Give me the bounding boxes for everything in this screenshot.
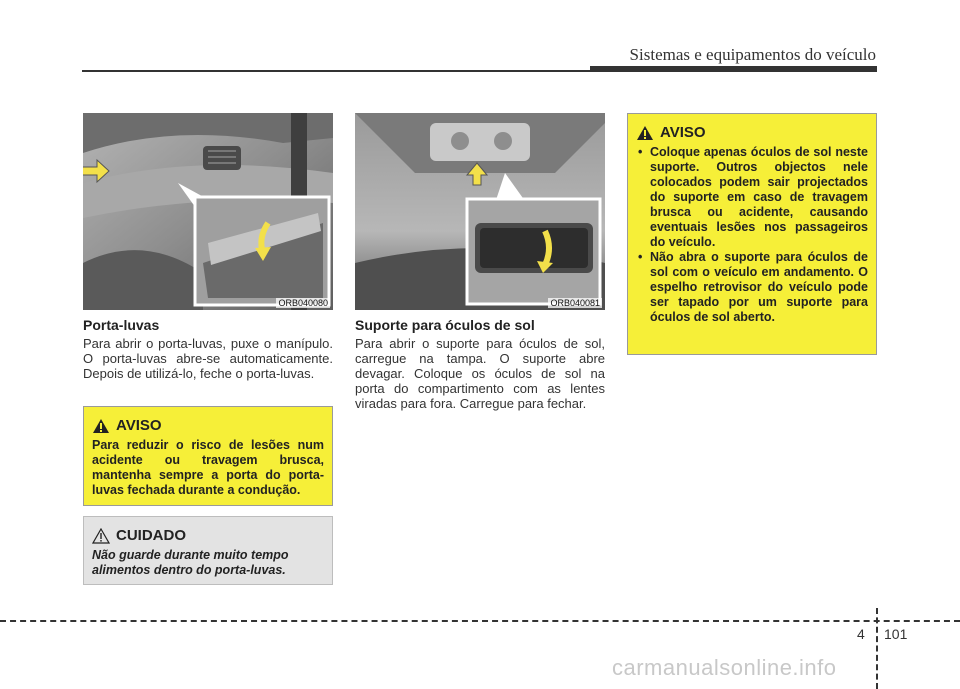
section-body-glove-box: Para abrir o porta-luvas, puxe o manípulo. O porta-luvas abre-se automaticamente. Depois de utilizá-lo, feche o porta-luvas.	[83, 336, 333, 381]
warning-label: AVISO	[660, 124, 706, 141]
warning-label: AVISO	[116, 417, 162, 434]
caution-triangle-icon	[92, 528, 110, 544]
section-body-sunglass-holder: Para abrir o suporte para óculos de sol, carregue na tampa. O suporte abre devagar. Coloque os óculos de sol na porta do compartimento com as lentes viradas para fora. Carregue para fechar.	[355, 336, 605, 411]
glove-box-figure	[83, 113, 333, 310]
warning-triangle-icon	[636, 125, 654, 141]
page-number: 101	[884, 626, 908, 642]
footer-rule	[0, 620, 960, 622]
warning-text: Para reduzir o risco de lesões num acidente ou travagem brusca, mantenha sempre a porta do porta-luvas fechada durante a condução.	[92, 438, 324, 497]
header-title: Sistemas e equipamentos do veículo	[629, 45, 876, 64]
warning-list-item: • Não abra o suporte para óculos de sol com o veículo em andamento. O espelho retrovisor do veículo pode ser tapado por um suporte para óculos de sol aberto.	[636, 250, 868, 325]
warning-list-item: • Coloque apenas óculos de sol neste suporte. Outros objectos nele colocados podem sair projectados do suporte em caso de travagem brusca ou acidente, causando eventuais lesões nos passageiros do veículo.	[636, 145, 868, 250]
caution-label: CUIDADO	[116, 527, 186, 544]
warning-list	[636, 145, 868, 325]
sunglass-holder-illustration	[355, 113, 605, 310]
footer-divider	[876, 608, 878, 689]
warning-box-sunglass-holder	[627, 113, 877, 355]
header-rule-accent	[590, 66, 877, 71]
chapter-number: 4	[857, 626, 865, 642]
warning-box-glove-box	[83, 406, 333, 506]
sunglass-holder-figure	[355, 113, 605, 310]
caution-box	[83, 516, 333, 585]
warning-triangle-icon	[92, 418, 110, 434]
figure-code: ORB040080	[278, 298, 328, 308]
section-title-sunglass-holder: Suporte para óculos de sol	[355, 317, 535, 333]
watermark-text: carmanualsonline.info	[612, 655, 837, 680]
figure-code: ORB040081	[550, 298, 600, 308]
section-title-glove-box: Porta-luvas	[83, 317, 160, 333]
caution-text: Não guarde durante muito tempo alimentos dentro do porta-luvas.	[92, 548, 289, 577]
glove-box-illustration	[83, 113, 333, 310]
